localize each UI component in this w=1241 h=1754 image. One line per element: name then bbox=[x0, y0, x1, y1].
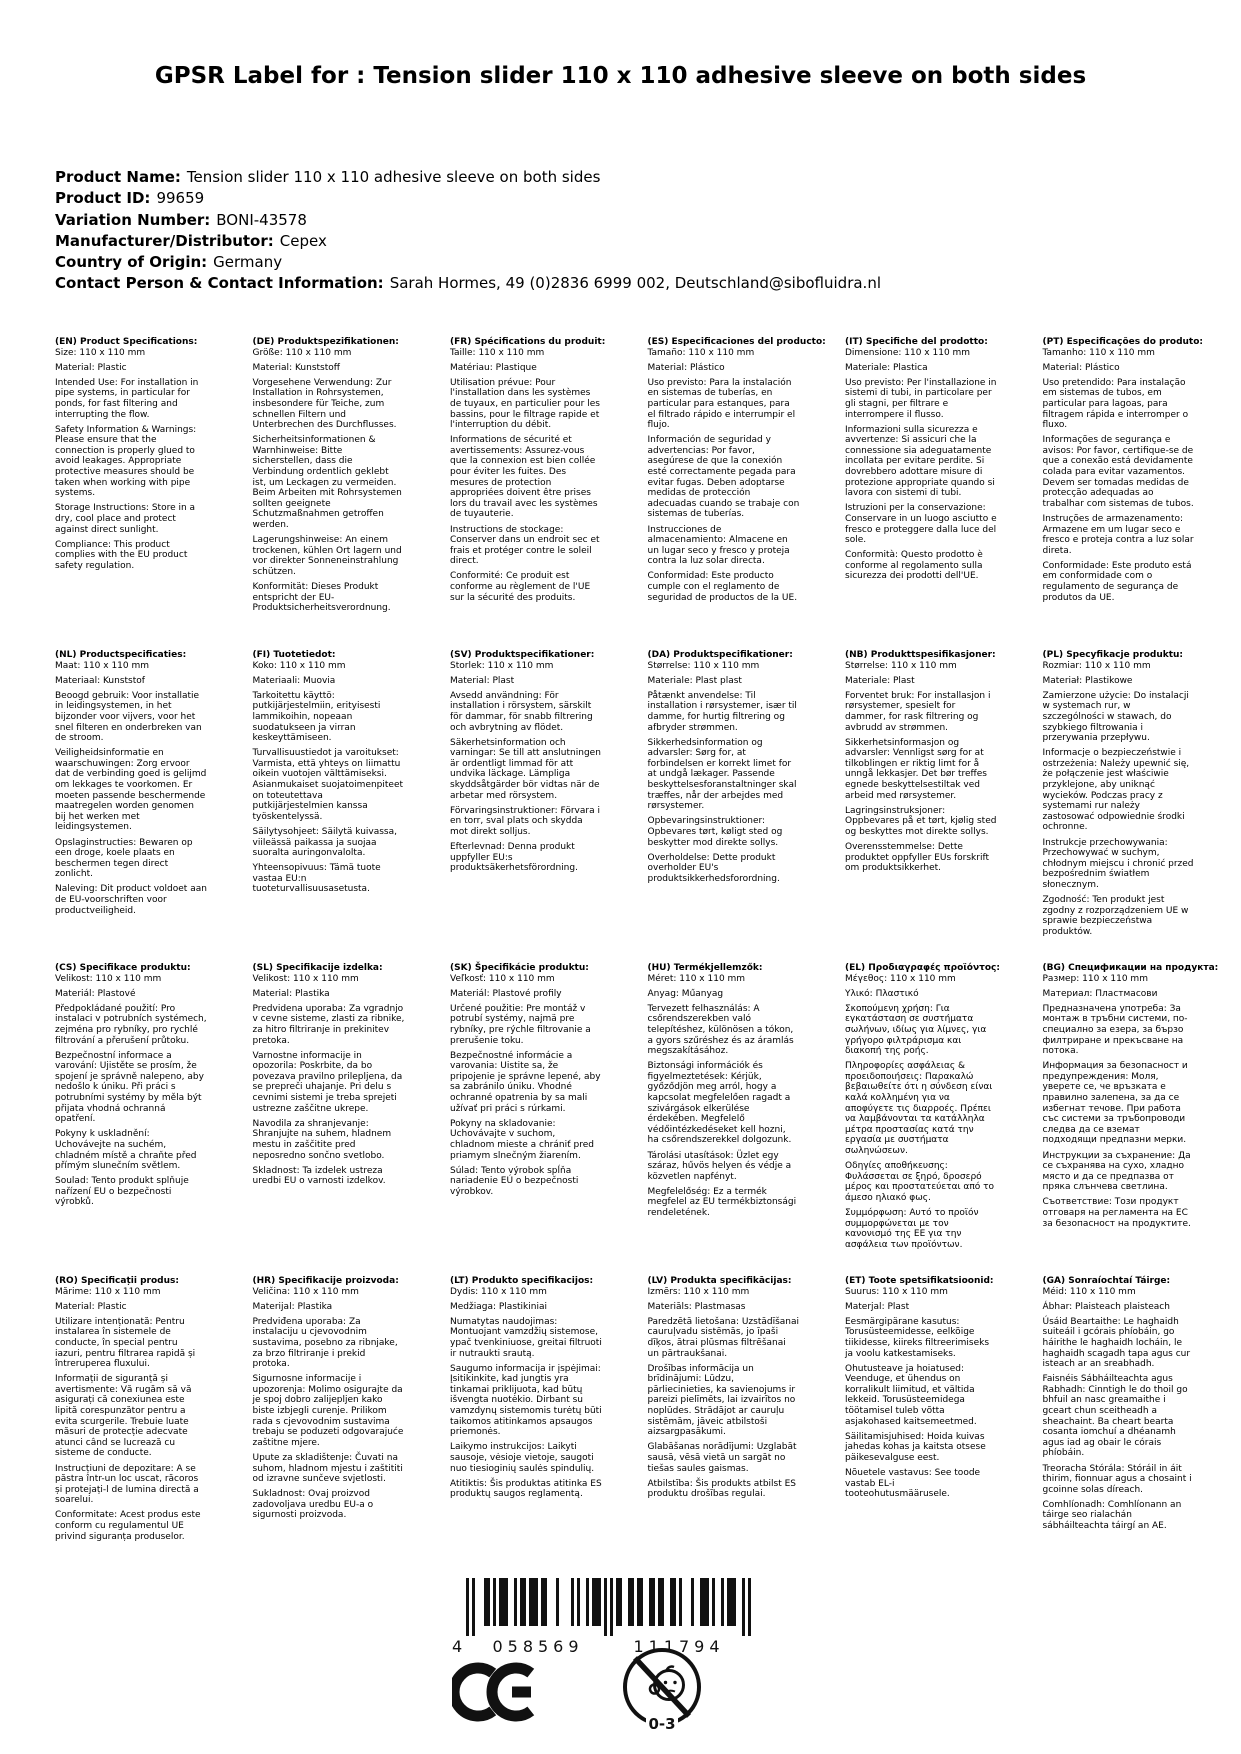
block-paragraph: Material: Plástico bbox=[1042, 362, 1120, 373]
block-paragraph: Varnostne informacije in opozorila: Poskrbite, da bo povezava pravilno prilepljena, da se prepreči uhajanje. Pri delu s cevnimi sistemi je treba sprejeti ustrezne zaščitne ukrepe. bbox=[252, 1050, 403, 1114]
block-paragraph: Méid: 110 x 110 mm bbox=[1042, 1286, 1136, 1297]
block-paragraph: Tamanho: 110 x 110 mm bbox=[1042, 347, 1155, 358]
block-paragraph: Veličina: 110 x 110 mm bbox=[252, 1286, 359, 1297]
block-paragraph: Materiale: Plastica bbox=[845, 362, 928, 373]
language-block-nl bbox=[55, 650, 207, 963]
language-block-ro bbox=[55, 1276, 207, 1589]
language-block-es bbox=[647, 337, 826, 650]
barcode-bar bbox=[592, 1578, 595, 1626]
barcode-bar bbox=[631, 1578, 634, 1626]
block-paragraph: Turvallisuustiedot ja varoitukset: Varmista, että yhteys on liimattu oikein vuotojen välttämiseksi. Asianmukaiset suojatoimenpiteet on toteutettava putkijärjestelmien kanssa työskentelyssä. bbox=[252, 748, 404, 822]
block-header: (NB) Produkttspesifikasjoner: bbox=[845, 650, 996, 660]
block-paragraph: Material: Plast bbox=[450, 675, 515, 686]
language-block-pt bbox=[1042, 337, 1204, 650]
block-paragraph: Matériau: Plastique bbox=[450, 362, 537, 373]
block-paragraph: Taille: 110 x 110 mm bbox=[450, 347, 545, 358]
barcode-bar bbox=[586, 1578, 589, 1626]
block-paragraph: Materiał: Plastikowe bbox=[1042, 675, 1133, 686]
barcode-bar bbox=[556, 1578, 559, 1626]
product-info-line bbox=[55, 188, 881, 209]
barcode-bar bbox=[532, 1578, 535, 1626]
barcode-bar bbox=[619, 1578, 622, 1626]
barcode-bar bbox=[505, 1578, 508, 1626]
block-paragraph: Material: Plastic bbox=[55, 1301, 127, 1312]
block-paragraph: Vorgesehene Verwendung: Zur Installation in Rohrsystemen, insbesondere für Teiche, zum schnellen Filtern und Unterbrechen des Durchflusses. bbox=[252, 377, 397, 431]
block-paragraph: Materiál: Plastové profily bbox=[450, 988, 562, 999]
barcode-bar bbox=[673, 1578, 676, 1626]
barcode-bar bbox=[502, 1578, 505, 1626]
language-block-da bbox=[648, 650, 800, 963]
block-paragraph: Υλικό: Πλαστικό bbox=[845, 988, 919, 999]
ce-mark-graphic bbox=[452, 1660, 544, 1724]
block-paragraph: Velikost: 110 x 110 mm bbox=[55, 973, 162, 984]
block-paragraph: Treoracha Stórála: Stóráil in áit thirim, fionnuar agus a chosaint i gcoinne solas díreach. bbox=[1042, 1463, 1192, 1495]
age-warning-graphic bbox=[620, 1645, 704, 1737]
block-paragraph: Safety Information & Warnings: Please ensure that the connection is properly glued to avoid leakages. Appropriate protective measures should be taken when working with pipe systems. bbox=[55, 424, 197, 499]
block-paragraph: Материал: Пластмасови bbox=[1042, 988, 1158, 999]
block-paragraph: Numatytas naudojimas: Montuojant vamzdžių sistemose, ypač tvenkiniuose, greitai filtruoti ir nutraukti srautą. bbox=[450, 1316, 602, 1359]
block-paragraph: Dydis: 110 x 110 mm bbox=[450, 1286, 547, 1297]
block-paragraph: Opbevaringsinstruktioner: Opbevares tørt, køligt sted og beskytter mod direkte sollys. bbox=[647, 816, 783, 848]
product-info-line bbox=[55, 273, 881, 294]
block-paragraph: Predvidena uporaba: Za vgradnjo v cevne sisteme, zlasti za ribnike, za hitro filtriranje in prekinitev pretoka. bbox=[252, 1003, 405, 1046]
barcode-bar bbox=[520, 1578, 523, 1626]
barcode-bar bbox=[577, 1578, 580, 1626]
language-block-et bbox=[845, 1276, 997, 1589]
product-id-value: 99659 bbox=[156, 189, 205, 208]
block-paragraph: Sigurnosne informacije i upozorenja: Molimo osigurajte da je spoj dobro zalijepljen kako biste izbjegli curenje. Prilikom rada s cjevovodnim sustavima trebaju se poduzeti odgovarajuće zaštitne mjere. bbox=[252, 1374, 404, 1448]
variation-number-value: BONI-43578 bbox=[216, 210, 307, 229]
language-block-fr bbox=[450, 337, 606, 650]
block-paragraph: Съответствие: Този продукт отговаря на регламента на ЕС за безопасност на продуктите. bbox=[1042, 1197, 1191, 1229]
barcode-bar bbox=[700, 1578, 703, 1626]
language-block-hu bbox=[648, 963, 800, 1276]
barcode-bar bbox=[484, 1578, 487, 1626]
block-paragraph: Medžiaga: Plastikiniai bbox=[450, 1301, 547, 1312]
block-header: (EN) Product Specifications: bbox=[55, 337, 198, 347]
barcode-bar bbox=[544, 1578, 547, 1626]
barcode-bar bbox=[604, 1578, 607, 1636]
block-paragraph: Laikymo instrukcijos: Laikyti sausoje, vėsioje vietoje, saugoti nuo tiesioginių saulės spindulių. bbox=[450, 1442, 595, 1474]
block-header: (FI) Tuotetiedot: bbox=[252, 650, 336, 660]
block-paragraph: Anyag: Műanyag bbox=[647, 988, 724, 999]
language-block-nb bbox=[845, 650, 997, 963]
block-paragraph: Conformitate: Acest produs este conform cu regulamentul UE privind siguranța produselor. bbox=[55, 1510, 201, 1542]
block-paragraph: Lagringsinstruksjoner: Oppbevares på et tørt, kjølig sted og beskyttes mot direkte sollys. bbox=[845, 805, 997, 837]
block-paragraph: Uso previsto: Per l'installazione in sistemi di tubi, in particolare per gli stagni, per filtrare e interrompere il flusso. bbox=[845, 377, 997, 420]
block-paragraph: Förvaringsinstruktioner: Förvara i en torr, sval plats och skydda mot direkt solljus. bbox=[450, 805, 600, 837]
block-header: (SL) Specifikacije izdelka: bbox=[252, 963, 383, 973]
language-block-sl bbox=[253, 963, 405, 1276]
barcode-bar bbox=[523, 1578, 526, 1626]
language-block-cs bbox=[55, 963, 207, 1276]
block-paragraph: Naleving: Dit product voldoet aan de EU-voorschriften voor productveiligheid. bbox=[55, 884, 207, 916]
block-paragraph: Предназначена употреба: За монтаж в тръбни системи, по-специално за езера, за бързо филтриране и прекъсване на потока. bbox=[1042, 1003, 1188, 1057]
block-header: (GA) Sonraíochtaí Táirge: bbox=[1042, 1276, 1171, 1286]
block-paragraph: Maat: 110 x 110 mm bbox=[55, 660, 150, 671]
block-paragraph: Conformidad: Este producto cumple con el reglamento de seguridad de productos de la UE. bbox=[647, 571, 798, 603]
product-name-value: Tension slider 110 x 110 adhesive sleeve on both sides bbox=[186, 168, 601, 186]
block-paragraph: Zamierzone użycie: Do instalacji w systemach rur, w szczególności w stawach, do szybkiego filtrowania i przerywania przepływu. bbox=[1042, 690, 1189, 744]
manufacturer-label: Manufacturer/Distributor: bbox=[55, 231, 274, 250]
block-header: (EL) Προδιαγραφές προϊόντος: bbox=[845, 963, 1000, 973]
block-paragraph: Velikost: 110 x 110 mm bbox=[252, 973, 359, 984]
barcode-bar bbox=[610, 1578, 613, 1636]
block-paragraph: Bezpečnostní informace a varování: Ujistěte se prosím, že spojení je správně nalepeno, aby nedošlo k úniku. Při práci s potrubními systémy by měla být přijata vhodná ochranná opatření. bbox=[55, 1050, 204, 1125]
barcode-bar bbox=[661, 1578, 664, 1626]
block-header: (ES) Especificaciones del producto: bbox=[647, 337, 826, 347]
language-block-it bbox=[845, 337, 997, 650]
block-paragraph: Overholdelse: Dette produkt overholder EU's produktsikkerhedsforordning. bbox=[647, 852, 780, 884]
block-paragraph: Conformidade: Este produto está em conformidade com o regulamento de segurança de produtos da UE. bbox=[1042, 560, 1192, 603]
barcode-bar bbox=[649, 1578, 652, 1626]
block-paragraph: Konformität: Dieses Produkt entspricht der EU-Produktsicherheitsverordnung. bbox=[252, 581, 391, 614]
barcode-bar bbox=[652, 1578, 655, 1626]
block-header: (HR) Specifikacije proizvoda: bbox=[252, 1276, 399, 1286]
block-paragraph: Instrucciones de almacenamiento: Almacene en un lugar seco y fresco y proteja contra la luz solar directa. bbox=[647, 524, 790, 567]
block-paragraph: Sikkerhedsinformation og advarsler: Sørg for, at forbindelsen er korrekt limet for at undgå lækager. Passende beskyttelsesforanstaltninger skal træffes, når der arbejdes med rørsystemer. bbox=[647, 737, 797, 812]
block-paragraph: Intended Use: For installation in pipe systems, in particular for ponds, for fast filtering and interrupting the flow. bbox=[55, 377, 199, 420]
barcode-bar bbox=[499, 1578, 502, 1626]
block-paragraph: Izmērs: 110 x 110 mm bbox=[647, 1286, 750, 1297]
block-paragraph: Skladnost: Ta izdelek ustreza uredbi EU o varnosti izdelkov. bbox=[252, 1165, 386, 1187]
block-paragraph: Nõuetele vastavus: See toode vastab EL-i tooteohutusmäärusele. bbox=[845, 1468, 981, 1500]
language-block-hr bbox=[253, 1276, 405, 1589]
block-paragraph: Informații de siguranță și avertismente: Vă rugăm să vă asigurați că conexiunea este lipită corespunzător pentru a evita scurgerile. Trebuie luate măsuri de protecție adecvate atunci când se lucrează cu sisteme de conducte. bbox=[55, 1374, 192, 1459]
block-paragraph: Materiale: Plast plast bbox=[647, 675, 742, 686]
barcode-bar bbox=[535, 1578, 538, 1626]
block-paragraph: Säilytysohjeet: Säilytä kuivassa, viileässä paikassa ja suojaa suoralta auringonvalolta. bbox=[252, 826, 398, 859]
block-paragraph: Instrukcje przechowywania: Przechowywać w suchym, chłodnym miejscu i chronić przed bezpośrednim światłem słonecznym. bbox=[1042, 837, 1194, 890]
block-paragraph: Size: 110 x 110 mm bbox=[55, 347, 146, 358]
block-paragraph: Информация за безопасност и предупреждения: Моля, уверете се, че връзката е правилно залепена, за да се избегнат течове. При работа със системи за тръбопроводи следва да се вземат подходящи предпазни мерки. bbox=[1042, 1061, 1188, 1146]
page-title: GPSR Label for : Tension slider 110 x 110 adhesive sleeve on both sides bbox=[154, 63, 1087, 89]
barcode-bar bbox=[703, 1578, 706, 1626]
block-paragraph: Μέγεθος: 110 x 110 mm bbox=[845, 973, 956, 984]
block-paragraph: Istruzioni per la conservazione: Conservare in un luogo asciutto e fresco e proteggere dalla luce del sole. bbox=[845, 503, 997, 546]
block-paragraph: Размер: 110 x 110 mm bbox=[1042, 973, 1148, 984]
block-paragraph: Předpokládané použití: Pro instalaci v potrubních systémech, zejména pro rybníky, pro rychlé filtrování a přerušení průtoku. bbox=[55, 1003, 207, 1046]
barcode-bar bbox=[727, 1578, 730, 1626]
block-paragraph: Tervezett felhasználás: A csőrendszerekben való telepítéshez, különösen a tókon, a gyors szűréshez és az áramlás megszakításához. bbox=[647, 1003, 794, 1057]
block-paragraph: Paredzētā lietošana: Uzstādīšanai cauruļvadu sistēmās, jo īpaši dīķos, ātrai plūsmas filtrēšanai un pārtraukšanai. bbox=[647, 1316, 800, 1359]
country-of-origin-label: Country of Origin: bbox=[55, 253, 208, 272]
language-block-pl bbox=[1043, 650, 1195, 963]
block-header: (PL) Specyfikacje produktu: bbox=[1042, 650, 1184, 660]
block-header: (LT) Produkto specifikacijos: bbox=[450, 1276, 594, 1286]
variation-number-label: Variation Number: bbox=[55, 210, 211, 229]
language-blocks-grid bbox=[55, 337, 1219, 1589]
block-paragraph: Größe: 110 x 110 mm bbox=[252, 347, 352, 358]
block-paragraph: Materiál: Plastové bbox=[55, 988, 136, 999]
block-header: (NL) Productspecificaties: bbox=[55, 650, 187, 660]
block-paragraph: Material: Plastic bbox=[55, 362, 127, 373]
block-paragraph: Πληροφορίες ασφάλειας & προειδοποιήσεις: Παρακαλώ βεβαιωθείτε ότι η σύνδεση είναι καλά κολλημένη για να αποφύγετε τις διαρροές. Πρέπει να λαμβάνονται τα κατάλληλα μέτρα προστασίας κατά την εργασία με συστήματα σωληνώσεων. bbox=[845, 1061, 993, 1156]
language-block-fi bbox=[253, 650, 405, 963]
contact-value: Sarah Hormes, 49 (0)2836 6999 002, Deutschland@sibofluidra.nl bbox=[389, 274, 881, 293]
barcode-bar bbox=[640, 1578, 643, 1626]
block-paragraph: Rozmiar: 110 x 110 mm bbox=[1042, 660, 1151, 671]
block-paragraph: Materiaali: Muovia bbox=[252, 675, 336, 686]
block-paragraph: Určené použitie: Pre montáž v potrubí systémy, najmä pre rybníky, pre rýchle filtrovanie a prerušenie toku. bbox=[450, 1003, 591, 1046]
block-paragraph: Informazioni sulla sicurezza e avvertenze: Si assicuri che la connessione sia adeguatamente incollata per evitare perdite. Si dovrebbero adottare misure di protezione appropriate quando si lavora con sistemi di tubi. bbox=[845, 424, 995, 499]
block-paragraph: Informacje o bezpieczeństwie i ostrzeżenia: Należy upewnić się, że połączenie jest właściwie przyklejone, aby uniknąć wycieków. Podczas pracy z systemami rur należy zastosować odpowiednie środki ochronne. bbox=[1042, 748, 1190, 833]
barcode-bar bbox=[691, 1578, 694, 1626]
barcode-bar bbox=[658, 1578, 661, 1626]
block-header: (DE) Produktspezifikationen: bbox=[252, 337, 399, 347]
barcode-bar bbox=[514, 1578, 517, 1626]
block-header: (DA) Produktspecifikationer: bbox=[647, 650, 793, 660]
product-info bbox=[55, 167, 881, 295]
product-name-label: Product Name: bbox=[55, 168, 181, 186]
block-paragraph: Συμμόρφωση: Αυτό το προϊόν συμμορφώνεται με τον κανονισμό της ΕΕ για την ασφάλεια των προϊόντων. bbox=[845, 1207, 979, 1250]
barcode-bar bbox=[733, 1578, 736, 1626]
block-paragraph: Avsedd användning: För installation i rörsystem, särskilt för dammar, för snabb filtrering och avbrytning av flödet. bbox=[450, 690, 593, 733]
block-paragraph: Pokyny na skladovanie: Uchovávajte v suchom, chladnom mieste a chrániť pred priamym slnečným žiarením. bbox=[450, 1118, 594, 1161]
block-paragraph: Materiāls: Plastmasas bbox=[647, 1301, 746, 1312]
block-paragraph: Størrelse: 110 x 110 mm bbox=[845, 660, 957, 671]
language-block-lt bbox=[450, 1276, 602, 1589]
block-paragraph: Méret: 110 x 110 mm bbox=[647, 973, 746, 984]
product-info-line bbox=[55, 210, 881, 231]
block-header: (BG) Спецификации на продукта: bbox=[1042, 963, 1219, 973]
age-warning-0-3-icon bbox=[620, 1645, 704, 1741]
block-paragraph: Οδηγίες αποθήκευσης: Φυλάσσεται σε ξηρό, δροσερό μέρος και προστατεύεται από το άμεσο ηλιακό φως. bbox=[845, 1161, 995, 1203]
language-block-sv bbox=[450, 650, 602, 963]
block-paragraph: Storlek: 110 x 110 mm bbox=[450, 660, 554, 671]
block-paragraph: Størrelse: 110 x 110 mm bbox=[647, 660, 760, 671]
block-paragraph: Drošības informācija un brīdinājumi: Lūdzu, pārliecinieties, ka savienojums ir pareizi pielīmēts, lai izvairītos no noplūdes. Strādājot ar cauruļu sistēmām, jāveic atbilstoši aizsargpasākumi. bbox=[647, 1363, 796, 1438]
block-paragraph: Overensstemmelse: Dette produktet oppfyller EUs forskrift om produktsikkerhet. bbox=[845, 842, 990, 874]
barcode-bar bbox=[487, 1578, 490, 1626]
language-block-de bbox=[253, 337, 405, 650]
block-paragraph: Lagerungshinweise: An einem trockenen, kühlen Ort lagern und vor direkter Sonneneinstrahlung schützen. bbox=[252, 535, 402, 577]
block-paragraph: Säkerhetsinformation och varningar: Se till att anslutningen är ordentligt limmad för att undvika läckage. Lämpliga skyddsåtgärder bör vidtas när de arbetar med rörsystem. bbox=[450, 737, 601, 801]
block-header: (PT) Especificações do produto: bbox=[1042, 337, 1204, 347]
barcode-bar bbox=[679, 1578, 682, 1626]
block-paragraph: Инструкции за съхранение: Да се съхранява на сухо, хладно място и да се предпазва от пряка слънчева светлина. bbox=[1042, 1150, 1191, 1193]
block-paragraph: Yhteensopivuus: Tämä tuote vastaa EU:n tuoteturvallisuusasetusta. bbox=[252, 863, 381, 895]
block-paragraph: Información de seguridad y advertencias: Por favor, asegúrese de que la conexión esté correctamente pegada para evitar fugas. Deben adoptarse medidas de protección adecuadas cuando se trabaje con sistemas de tuberías. bbox=[647, 435, 800, 520]
barcode-graphic bbox=[452, 1578, 752, 1656]
block-header: (CS) Specifikace produktu: bbox=[55, 963, 191, 973]
language-block-lv bbox=[648, 1276, 800, 1589]
barcode-bar bbox=[598, 1578, 601, 1626]
block-paragraph: Efterlevnad: Denna produkt uppfyller EU:s produktsäkerhetsförordning. bbox=[450, 842, 578, 874]
block-paragraph: Material: Plastika bbox=[252, 988, 330, 999]
block-paragraph: Atitiktis: Šis produktas atitinka ES produktų saugos reglamentą. bbox=[450, 1478, 602, 1500]
block-paragraph: Faisnéis Sábháilteachta agus Rabhadh: Cinntigh le do thoil go bhfuil an nasc greamaithe i gceart chun sceitheadh a sheachaint. Ba cheart bearta cosanta iomchuí a dhéanamh agus iad ag obair le córais phíobáin. bbox=[1042, 1374, 1188, 1459]
block-paragraph: Comhlíonadh: Comhlíonann an táirge seo rialachán sábháilteachta táirgí an AE. bbox=[1042, 1499, 1182, 1531]
block-paragraph: Instructions de stockage: Conserver dans un endroit sec et frais et protéger contre le soleil direct. bbox=[450, 524, 600, 567]
block-paragraph: Predviđena uporaba: Za instalaciju u cjevovodnim sustavima, posebno za ribnjake, za brzo filtriranje i prekid protoka. bbox=[252, 1316, 398, 1370]
barcode-bar bbox=[748, 1578, 751, 1636]
block-paragraph: Veľkosť: 110 x 110 mm bbox=[450, 973, 555, 984]
block-paragraph: Säilitamisjuhised: Hoida kuivas jahedas kohas ja kaitsta otsese päikesevalguse eest. bbox=[845, 1431, 986, 1463]
language-block-en bbox=[55, 337, 207, 650]
block-header: (RO) Specificații produs: bbox=[55, 1276, 179, 1286]
barcode-bar bbox=[472, 1578, 475, 1636]
block-paragraph: Σκοπούμενη χρήση: Για εγκατάσταση σε συστήματα σωλήνων, ιδίως για λίμνες, για γρήγορο φιλτράρισμα και διακοπή της ροής. bbox=[845, 1003, 987, 1057]
block-paragraph: Soulad: Tento produkt splňuje nařízení EU o bezpečnosti výrobků. bbox=[55, 1176, 189, 1208]
block-paragraph: Veiligheidsinformatie en waarschuwingen: Zorg ervoor dat de verbinding goed is gelijmd om lekkages te voorkomen. Er moeten passende beschermende maatregelen worden genomen bij het werken met leidingsystemen. bbox=[55, 748, 207, 833]
ce-mark-icon bbox=[452, 1660, 544, 1728]
barcode-bar bbox=[616, 1578, 619, 1626]
block-paragraph: Ábhar: Plaisteach plaisteach bbox=[1042, 1301, 1170, 1312]
barcode-bar bbox=[466, 1578, 469, 1636]
block-paragraph: Uso previsto: Para la instalación en sistemas de tuberías, en particular para estanques, para el filtrado rápido e interrumpir el flujo. bbox=[647, 377, 796, 431]
block-paragraph: Material: Plástico bbox=[647, 362, 725, 373]
barcode-bar bbox=[571, 1578, 574, 1626]
barcode-bar bbox=[721, 1578, 724, 1626]
block-header: (SV) Produktspecifikationer: bbox=[450, 650, 595, 660]
block-paragraph: Sicherheitsinformationen & Warnhinweise: Bitte sicherstellen, dass die Verbindung ordentlich geklebt ist, um Leckagen zu vermeiden. Beim Arbeiten mit Rohrsystemen sollten geeignete Schutzmaßnahmen getroffen werden. bbox=[252, 435, 402, 530]
block-paragraph: Instrucțiuni de depozitare: A se păstra într-un loc uscat, răcoros și protejați-l de lumina directă a soarelui. bbox=[55, 1463, 199, 1506]
barcode-digits-group1: 058569 bbox=[492, 1637, 584, 1656]
product-info-line bbox=[55, 231, 881, 252]
barcode-bar bbox=[595, 1578, 598, 1626]
barcode-bar bbox=[730, 1578, 733, 1626]
block-paragraph: Suurus: 110 x 110 mm bbox=[845, 1286, 948, 1297]
product-info-line bbox=[55, 252, 881, 273]
block-paragraph: Ohutusteave ja hoiatused: Veenduge, et ühendus on korralikult liimitud, et vältida lekkeid. Torusüsteemidega töötamisel tuleb võtta asjakohased kaitsemeetmed. bbox=[845, 1363, 977, 1427]
block-paragraph: Atbilstība: Šis produkts atbilst ES produktu drošības regulai. bbox=[647, 1478, 797, 1500]
block-paragraph: Utilizare intenționată: Pentru instalarea în sistemele de conducte, în special pentru iazuri, pentru filtrarea rapidă și întreruperea fluxului. bbox=[55, 1316, 196, 1370]
block-header: (FR) Spécifications du produit: bbox=[450, 337, 606, 347]
language-block-sk bbox=[450, 963, 602, 1276]
barcode-bar bbox=[706, 1578, 709, 1626]
barcode-bar bbox=[529, 1578, 532, 1626]
block-paragraph: Sikkerhetsinformasjon og advarsler: Vennligst sørg for at tilkoblingen er riktig limt for å unngå lekkasjer. Det bør treffes egnede beskyttelsestiltak ved arbeid med rørsystemer. bbox=[845, 737, 987, 801]
block-header: (LV) Produkta specifikācijas: bbox=[647, 1276, 792, 1286]
block-paragraph: Informações de segurança e avisos: Por favor, certifique-se de que a conexão está devidamente colada para evitar vazamentos. Devem ser tomadas medidas de protecção adequadas ao trabalhar com sistemas de tubos. bbox=[1042, 435, 1194, 509]
block-paragraph: Koko: 110 x 110 mm bbox=[252, 660, 346, 671]
block-paragraph: Dimensione: 110 x 110 mm bbox=[845, 347, 971, 358]
contact-label: Contact Person & Contact Information: bbox=[55, 274, 384, 293]
barcode-bar bbox=[712, 1578, 715, 1626]
barcode-bar bbox=[541, 1578, 544, 1626]
barcode-digit-left: 4 bbox=[452, 1637, 468, 1656]
block-header: (HU) Termékjellemzők: bbox=[647, 963, 763, 973]
block-paragraph: Tarkoitettu käyttö: putkijärjestelmiin, erityisesti lammikoihin, nopeaan suodatukseen ja virran keskeyttämiseen. bbox=[252, 690, 381, 744]
barcode-bar bbox=[493, 1578, 496, 1626]
block-paragraph: Upute za skladištenje: Čuvati na suhom, hladnom mjestu i zaštititi od izravne sunčeve svjetlosti. bbox=[252, 1452, 403, 1485]
barcode-digits-group2: 111794 bbox=[633, 1637, 725, 1656]
block-header: (IT) Specifiche del prodotto: bbox=[845, 337, 988, 347]
block-paragraph: Storage Instructions: Store in a dry, cool place and protect against direct sunlight. bbox=[55, 503, 196, 535]
block-paragraph: Conformité: Ce produit est conforme au règlement de l'UE sur la sécurité des produits. bbox=[450, 571, 591, 603]
block-paragraph: Megfelelőség: Ez a termék megfelel az EU termékbiztonsági rendeletének. bbox=[647, 1186, 797, 1218]
block-paragraph: Materiaal: Kunststof bbox=[55, 675, 145, 686]
block-paragraph: Utilisation prévue: Pour l'installation dans les systèmes de tuyaux, en particulier pour les bassins, pour le filtrage rapide et l'interruption du débit. bbox=[450, 377, 600, 431]
block-paragraph: Opslaginstructies: Bewaren op een droge, koele plaats en beschermen tegen direct zonlicht. bbox=[55, 837, 193, 880]
block-paragraph: Conformità: Questo prodotto è conforme al regolamento sulla sicurezza dei prodotti dell'UE. bbox=[845, 550, 983, 582]
block-header: (SK) Špecifikácie produktu: bbox=[450, 963, 589, 973]
block-paragraph: Eesmärgipärane kasutus: Torusüsteemidesse, eelkõige tiikidesse, kiireks filtreerimiseks ja voolu katkestamiseks. bbox=[845, 1316, 990, 1359]
block-paragraph: Materijal: Plastika bbox=[252, 1301, 333, 1312]
barcode-bar bbox=[670, 1578, 673, 1626]
block-paragraph: Tamaño: 110 x 110 mm bbox=[647, 347, 755, 358]
product-info-line bbox=[55, 167, 881, 188]
manufacturer-value: Cepex bbox=[279, 231, 327, 250]
age-warning-text: 0-3 bbox=[648, 1715, 676, 1733]
block-paragraph: Material: Kunststoff bbox=[252, 362, 340, 373]
block-paragraph: Sukladnost: Ovaj proizvod zadovoljava uredbu EU-a o sigurnosti proizvoda. bbox=[252, 1489, 374, 1521]
barcode-bar bbox=[628, 1578, 631, 1626]
language-block-ga bbox=[1043, 1276, 1195, 1589]
block-paragraph: Úsáid Beartaithe: Le haghaidh suiteáil i gcórais phíobáin, go háirithe le haghaidh locháin, le haghaidh scagadh tapa agus cur isteach ar an sreabhadh. bbox=[1042, 1316, 1191, 1370]
country-of-origin-value: Germany bbox=[213, 253, 283, 272]
block-paragraph: Súlad: Tento výrobok spĺňa nariadenie EÚ o bezpečnosti výrobkov. bbox=[450, 1165, 579, 1197]
block-paragraph: Beoogd gebruik: Voor installatie in leidingsystemen, in het bijzonder voor vijvers, voor het snel filteren en onderbreken van de stroom. bbox=[55, 690, 202, 744]
product-id-label: Product ID: bbox=[55, 189, 151, 208]
block-paragraph: Materjal: Plast bbox=[845, 1301, 910, 1312]
language-block-el bbox=[845, 963, 1000, 1276]
block-paragraph: Saugumo informacija ir įspėjimai: Įsitikinkite, kad jungtis yra tinkamai priklijuota, kad būtų išvengta nuotėkio. Dirbant su vamzdynų sistemomis turėtų būti taikomos atitinkamos apsaugos priemonės. bbox=[450, 1363, 602, 1438]
block-paragraph: Uso pretendido: Para instalação em sistemas de tubos, em particular para lagoas, para filtragem rápida e interromper o fluxo. bbox=[1042, 377, 1189, 431]
block-paragraph: Materiale: Plast bbox=[845, 675, 915, 686]
barcode-bar bbox=[742, 1578, 745, 1636]
block-paragraph: Tárolási utasítások: Üzlet egy száraz, hűvös helyen és védje a közvetlen napfényt. bbox=[647, 1150, 792, 1182]
block-paragraph: Instruções de armazenamento: Armazene em um lugar seco e fresco e proteja contra a luz solar direta. bbox=[1042, 513, 1194, 556]
barcode-bar bbox=[637, 1578, 640, 1626]
block-paragraph: Bezpečnostné informácie a varovania: Uistite sa, že pripojenie je správne lepené, aby sa zabránilo úniku. Vhodné ochranné opatrenia by sa mali užívať pri práci s rúrkami. bbox=[450, 1050, 601, 1114]
block-paragraph: Informations de sécurité et avertissements: Assurez-vous que la connexion est bien collée pour éviter les fuites. Des mesures de protection appropriées doivent être prises lors du travail avec les systèmes de tuyauterie. bbox=[450, 435, 598, 520]
block-paragraph: Pokyny k uskladnění: Uchovávejte na suchém, chladném místě a chraňte před přímým slunečním světlem. bbox=[55, 1129, 197, 1172]
block-paragraph: Forventet bruk: For installasjon i rørsystemer, spesielt for dammer, for rask filtrering og avbrudd av strømmen. bbox=[845, 690, 991, 733]
ean13-barcode bbox=[452, 1578, 752, 1660]
block-paragraph: Navodila za shranjevanje: Shranjujte na suhem, hladnem mestu in zaščitite pred neposredno sončno svetlobo. bbox=[252, 1118, 392, 1161]
block-paragraph: Biztonsági információk és figyelmeztetések: Kérjük, győződjön meg arról, hogy a kapcsolat megfelelően ragadt a szivárgások elkerülése érdekében. Megfelelő védőintézkedéseket kell hozni, ha csőrendszerekkel dolgozunk. bbox=[647, 1061, 792, 1146]
block-paragraph: Mărime: 110 x 110 mm bbox=[55, 1286, 161, 1297]
block-paragraph: Compliance: This product complies with the EU product safety regulation. bbox=[55, 539, 188, 571]
block-paragraph: Glabāšanas norādījumi: Uzglabāt sausā, vēsā vietā un sargāt no tiešas saules gaismas. bbox=[647, 1442, 797, 1474]
language-block-bg bbox=[1042, 963, 1219, 1276]
block-header: (ET) Toote spetsifikatsioonid: bbox=[845, 1276, 994, 1286]
block-paragraph: Påtænkt anvendelse: Til installation i rørsystemer, især til damme, for hurtig filtrering og afbryder strømmen. bbox=[647, 690, 797, 733]
block-paragraph: Zgodność: Ten produkt jest zgodny z rozporządzeniem UE w sprawie bezpieczeństwa produktów. bbox=[1042, 894, 1189, 937]
